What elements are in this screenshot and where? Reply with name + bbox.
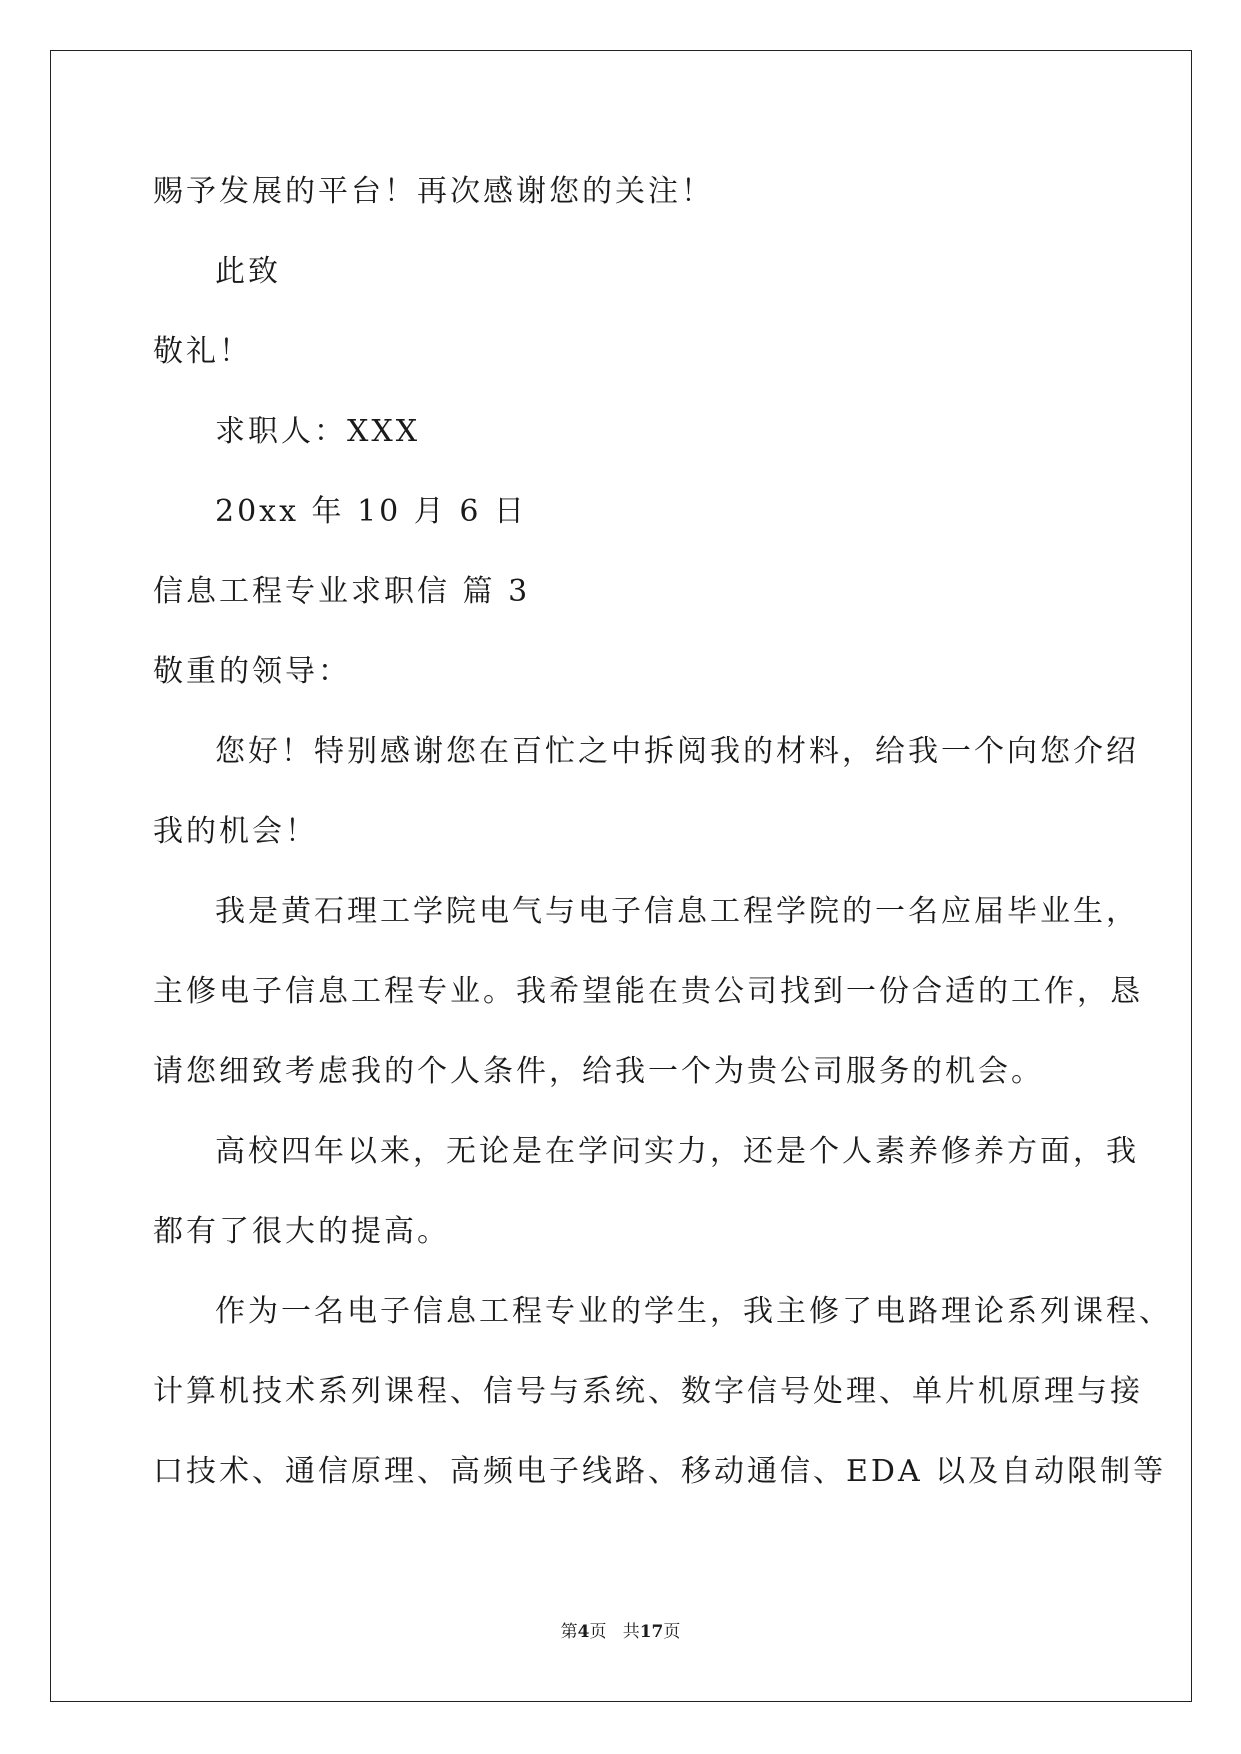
text-line: 我的机会！ — [153, 814, 318, 849]
greeting: 敬重的领导： — [153, 654, 351, 689]
footer-total-suffix: 页 — [663, 1622, 681, 1642]
text-line: 赐予发展的平台！再次感谢您的关注！ — [153, 174, 714, 209]
closing-salutation: 此致 — [215, 254, 281, 289]
text-line: 口技术、通信原理、高频电子线路、移动通信、EDA 以及自动限制等 — [153, 1454, 1167, 1489]
closing-regards: 敬礼！ — [153, 334, 252, 369]
current-page-number: 4 — [577, 1622, 590, 1642]
text-line: 请您细致考虑我的个人条件，给我一个为贵公司服务的机会。 — [153, 1054, 1044, 1089]
text-line: 高校四年以来，无论是在学问实力，还是个人素养修养方面，我 — [215, 1134, 1139, 1169]
footer-total-prefix: 共 — [622, 1622, 640, 1642]
letter-date: 20xx 年 10 月 6 日 — [215, 494, 527, 529]
text-line: 都有了很大的提高。 — [153, 1214, 450, 1249]
text-line: 作为一名电子信息工程专业的学生，我主修了电路理论系列课程、 — [215, 1294, 1172, 1329]
applicant-signature: 求职人：XXX — [215, 414, 421, 449]
section-heading: 信息工程专业求职信 篇 3 — [153, 574, 531, 609]
text-line: 计算机技术系列课程、信号与系统、数字信号处理、单片机原理与接 — [153, 1374, 1143, 1409]
page-footer — [0, 1620, 1241, 1644]
text-line: 主修电子信息工程专业。我希望能在贵公司找到一份合适的工作，恳 — [153, 974, 1143, 1009]
footer-prefix: 第 — [560, 1622, 578, 1642]
text-line: 我是黄石理工学院电气与电子信息工程学院的一名应届毕业生， — [215, 894, 1139, 929]
total-pages-number: 17 — [639, 1622, 664, 1642]
footer-page-word: 页 — [589, 1622, 607, 1642]
text-line: 您好！特别感谢您在百忙之中拆阅我的材料，给我一个向您介绍 — [215, 734, 1139, 769]
